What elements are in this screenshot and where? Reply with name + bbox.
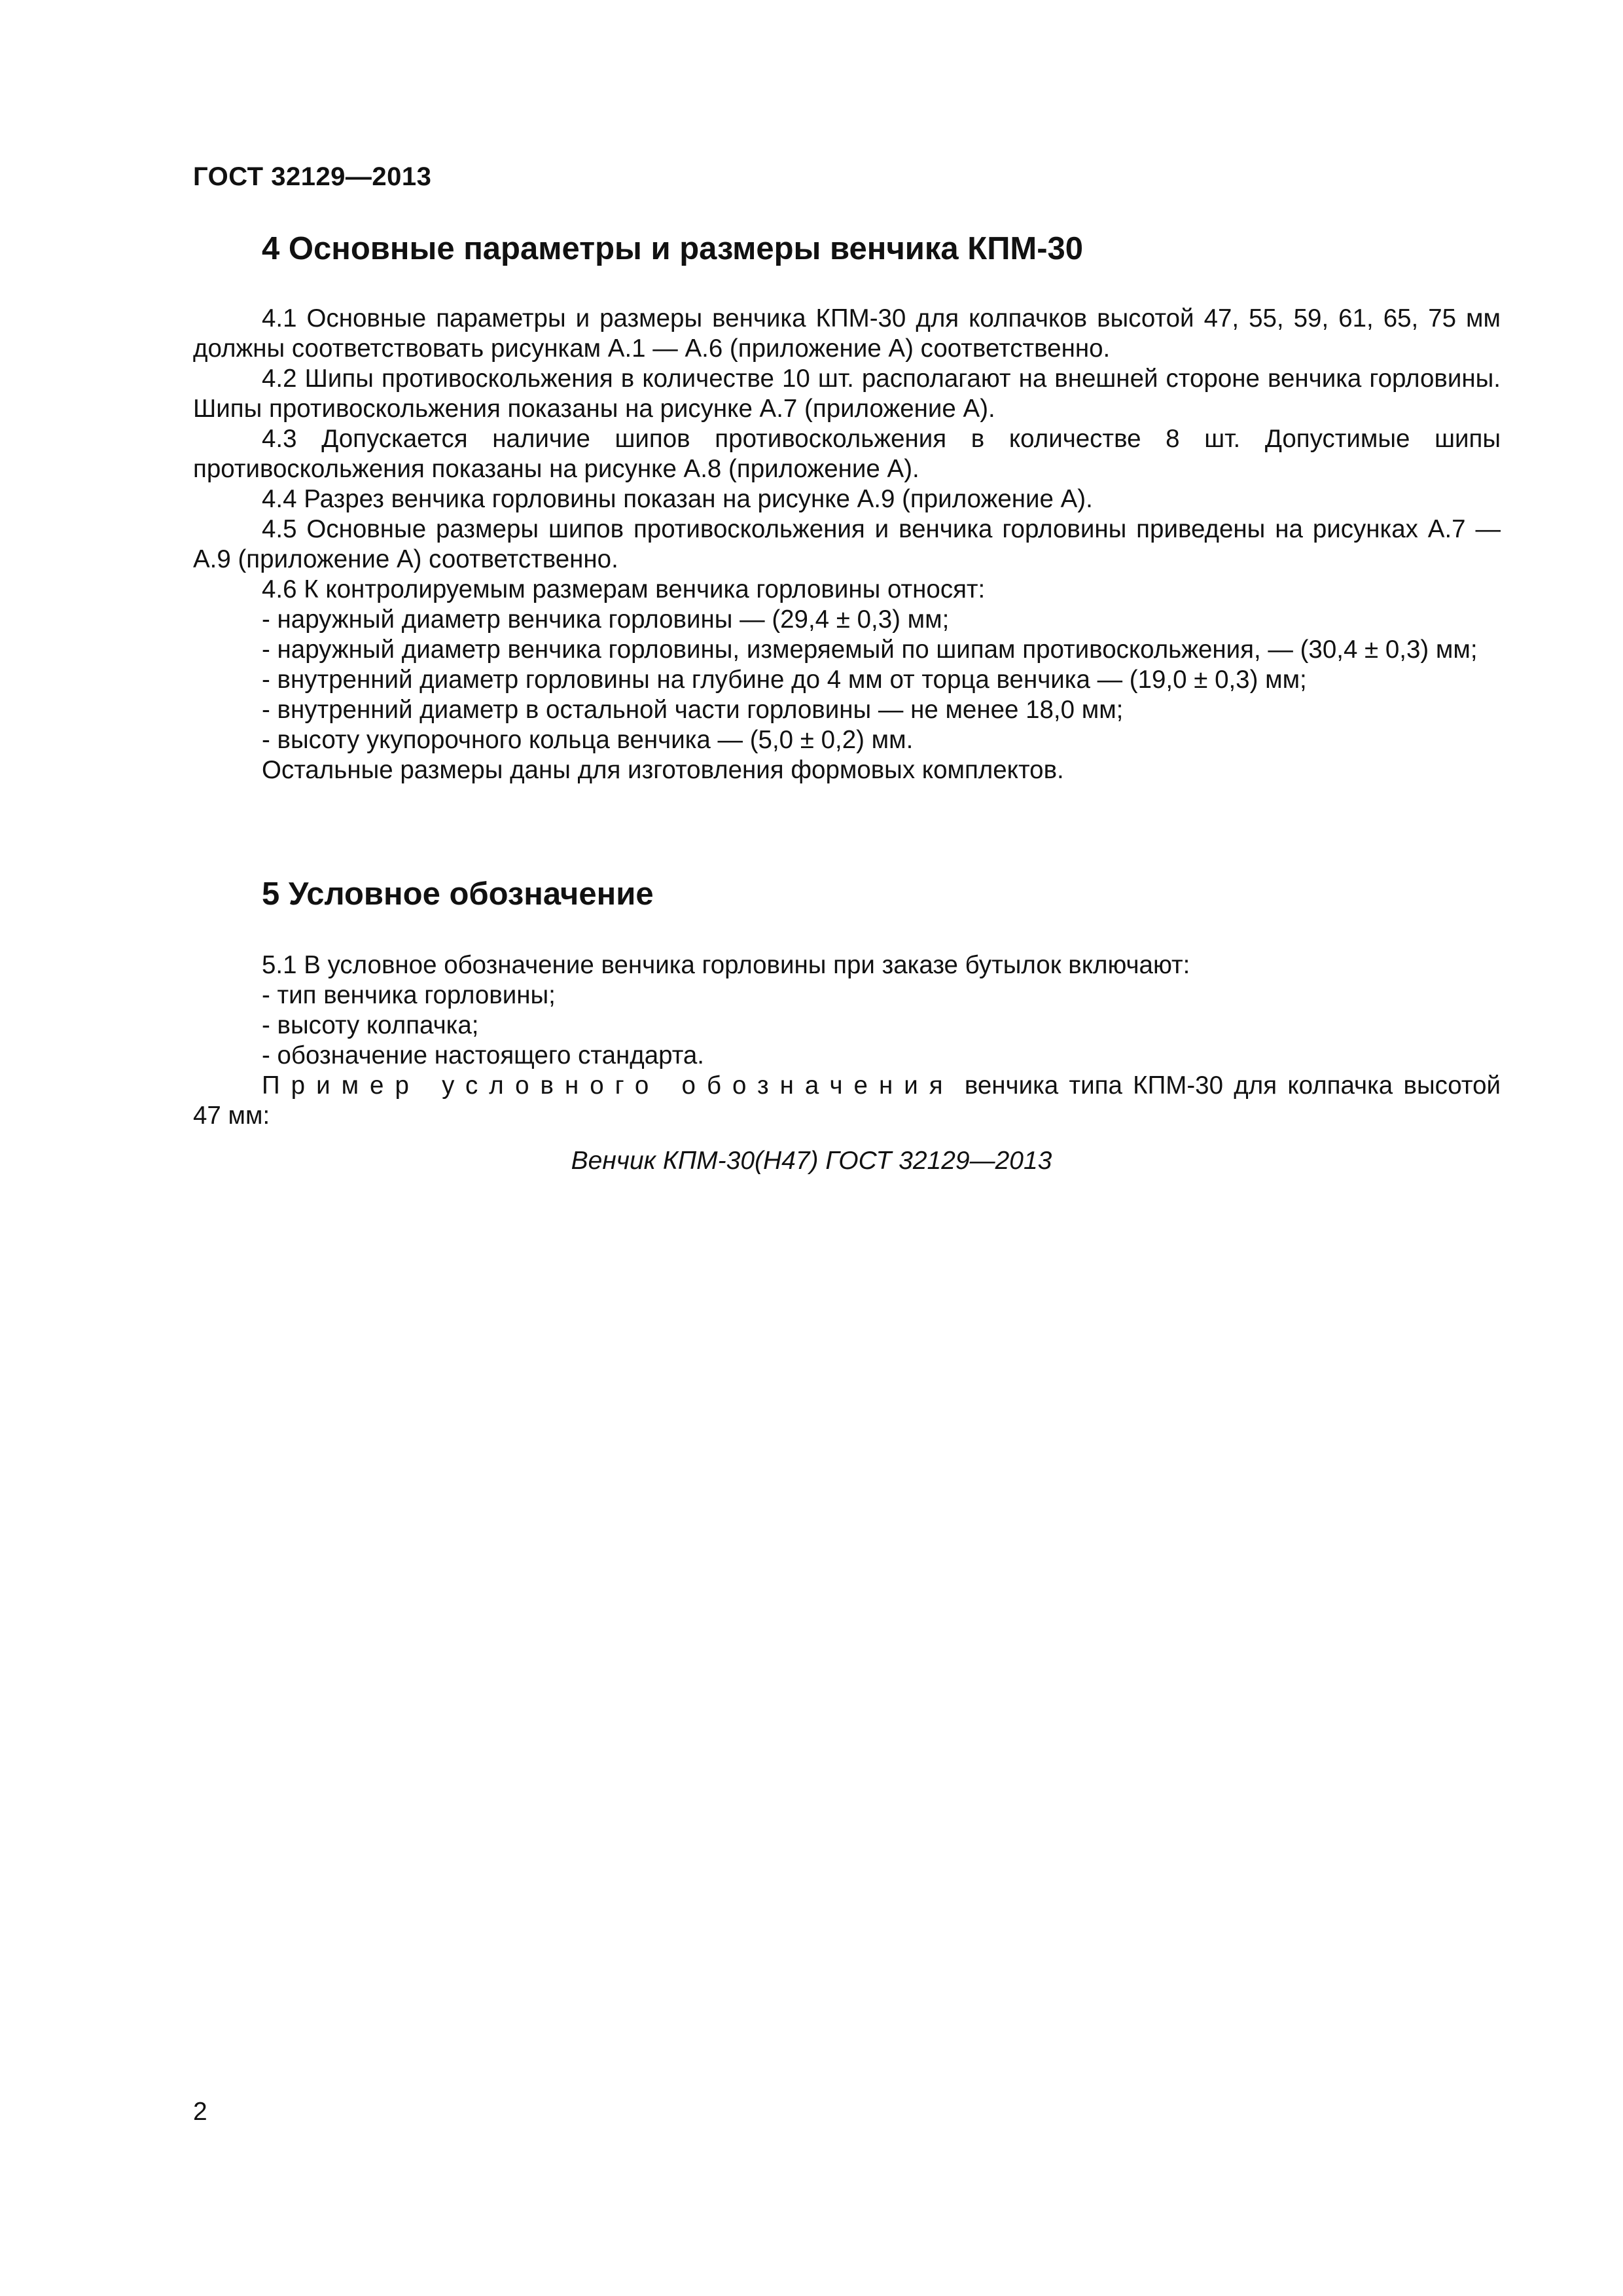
list-item: - обозначение настоящего стандарта. [262,1041,705,1069]
example-designation: Венчик КПМ-30(Н47) ГОСТ 32129—2013 [571,1147,1052,1175]
paragraph-4-5: 4.5 Основные размеры шипов противоскольжения и венчика горловины приведены на рисунках А.7 — А.9 (приложение А) соответственно. [193,515,1501,573]
section-5-title: 5 Условное обозначение [262,876,654,912]
paragraph-4-6: 4.6 К контролируемым размерам венчика горловины относят: [262,575,986,603]
paragraph-remaining-sizes: Остальные размеры даны для изготовления формовых комплектов. [262,756,1064,784]
list-item: - наружный диаметр венчика горловины, измеряемый по шипам противоскольжения, — (30,4 ± 0,3) мм; [262,636,1478,664]
section-5-body [193,950,1501,1131]
list-item: - внутренний диаметр в остальной части горловины — не менее 18,0 мм; [262,696,1124,724]
list-item: - тип венчика горловины; [262,981,556,1009]
list-item: - наружный диаметр венчика горловины — (29,4 ± 0,3) мм; [262,605,950,634]
list-item: - высоту укупорочного кольца венчика — (5,0 ± 0,2) мм. [262,726,914,754]
paragraph-4-2: 4.2 Шипы противоскольжения в количестве 10 шт. располагают на внешней стороне венчика горловины. Шипы противоскольжения показаны на рисунке А.7 (приложение А). [193,365,1501,423]
document-code: ГОСТ 32129—2013 [193,162,432,191]
example-text: венчика типа КПМ-30 для колпачка высотой 47 мм: [193,1071,1501,1130]
paragraph-4-1: 4.1 Основные параметры и размеры венчика КПМ-30 для колпачков высотой 47, 55, 59, 61, 65, 75 мм должны соответствовать рисункам А.1 — А.6 (приложение А) соответственно. [193,304,1501,363]
example-label: Пример условного обозначения [262,1071,954,1100]
page-number: 2 [193,2098,207,2126]
paragraph-4-4: 4.4 Разрез венчика горловины показан на рисунке А.9 (приложение А). [262,485,1093,513]
list-item: - внутренний диаметр горловины на глубине до 4 мм от торца венчика — (19,0 ± 0,3) мм; [262,666,1307,694]
section-4-title: 4 Основные параметры и размеры венчика КПМ-30 [262,231,1084,266]
section-4-body [193,304,1501,785]
list-item: - высоту колпачка; [262,1011,479,1039]
paragraph-4-3: 4.3 Допускается наличие шипов противоскольжения в количестве 8 шт. Допустимые шипы противоскольжения показаны на рисунке А.8 (приложение А). [193,425,1501,483]
paragraph-5-1: 5.1 В условное обозначение венчика горловины при заказе бутылок включают: [262,951,1190,979]
example-paragraph [193,1071,1501,1131]
